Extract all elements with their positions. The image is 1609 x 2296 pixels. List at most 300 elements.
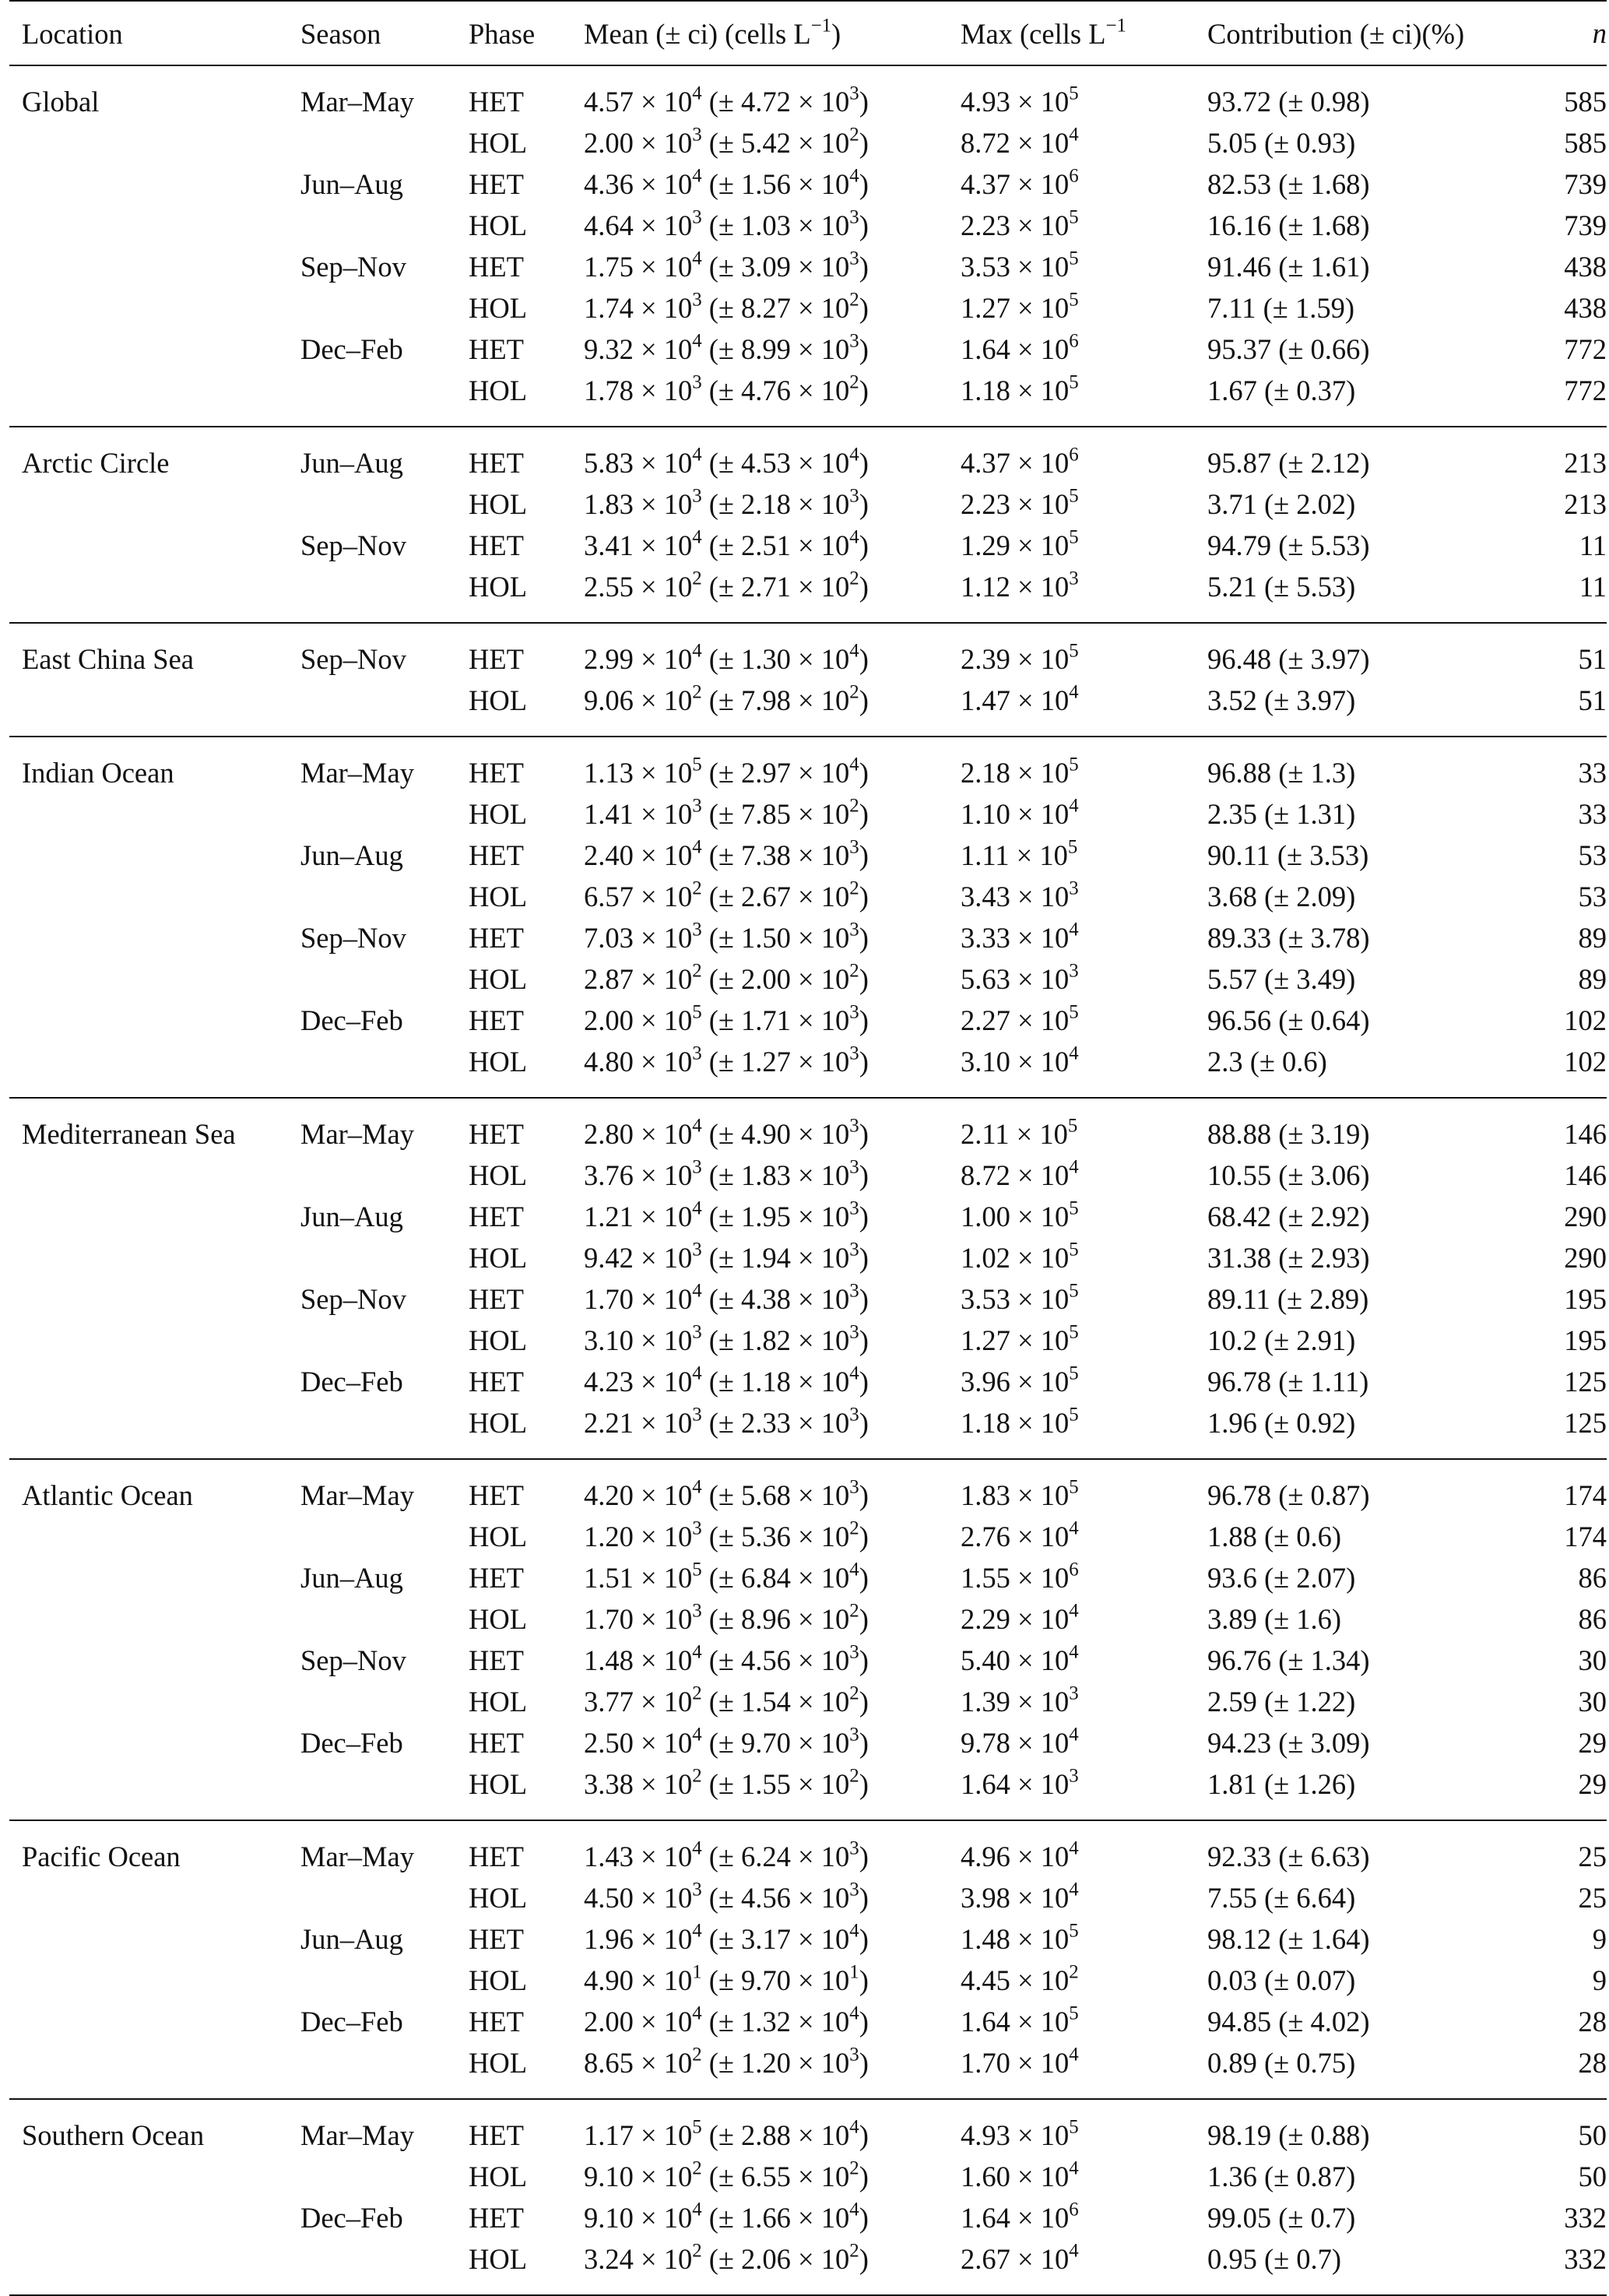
cell-max: $3.10 \times 10^4$ (948, 1042, 1195, 1098)
cell-mean: $6.57 \times 10^2$ (± $2.67 \times 10^2$) (584, 877, 869, 913)
cell-season: Mar–May (300, 757, 414, 789)
cell-phase: HOL (469, 1882, 528, 1915)
cell-n: 53 (1578, 839, 1607, 872)
cell-n: 9 (1592, 1964, 1607, 1997)
cell-location (9, 1197, 288, 1238)
cell-location (9, 1723, 288, 1764)
cell-phase: HET (469, 1201, 524, 1233)
cell-location (9, 1000, 288, 1042)
cell-mean: $4.20 \times 10^4$ (± $5.68 \times 10^3$) (584, 1476, 869, 1512)
cell-phase: HET (469, 1644, 524, 1677)
cell-max: $1.11 \times 10^5$ (961, 836, 1078, 872)
cell-location (9, 123, 288, 164)
cell-season: Mar–May (300, 1118, 414, 1151)
table-row (9, 2002, 1607, 2043)
cell-n: 772 (1545, 371, 1607, 427)
cell-phase: HOL (469, 1686, 528, 1718)
cell-mean: $2.55 \times 10^2$ (± $2.71 \times 10^2$) (571, 567, 948, 623)
cell-season (288, 484, 456, 526)
cell-phase: HOL (469, 798, 528, 831)
header-phase: Phase (456, 1, 571, 65)
cell-contribution: 96.48 (± 3.97) (1207, 643, 1370, 676)
cell-n: 51 (1578, 643, 1607, 676)
cell-phase: HET (469, 1727, 524, 1760)
cell-location: East China Sea (22, 643, 194, 676)
cell-season: Mar–May (300, 86, 414, 118)
cell-contribution: 10.55 (± 3.06) (1207, 1159, 1370, 1192)
header-mean: Mean (± ci) (cells $L^{-1}$) (571, 1, 948, 65)
table-row (9, 794, 1607, 835)
cell-phase: HET (469, 447, 524, 480)
cell-mean: $4.57 \times 10^4$ (± $4.72 \times 10^3$) (584, 83, 869, 118)
cell-season (288, 877, 456, 918)
cell-contribution: 5.05 (± 0.93) (1207, 127, 1356, 160)
cell-max: $1.64 \times 10^3$ (948, 1764, 1195, 1820)
cell-contribution: 2.59 (± 1.22) (1207, 1686, 1356, 1718)
cell-n: 33 (1578, 798, 1607, 831)
cell-max: $1.64 \times 10^5$ (961, 2002, 1079, 2038)
cell-contribution: 7.11 (± 1.59) (1207, 292, 1354, 325)
cell-phase: HET (469, 2006, 524, 2038)
cell-contribution: 88.88 (± 3.19) (1207, 1118, 1370, 1151)
cell-phase: HOL (469, 209, 528, 242)
table-row (9, 835, 1607, 877)
cell-mean: $1.75 \times 10^4$ (± $3.09 \times 10^3$) (584, 248, 869, 283)
cell-location: Southern Ocean (22, 2119, 205, 2152)
cell-location (9, 329, 288, 371)
cell-phase: HET (469, 1562, 524, 1595)
table-row (9, 959, 1607, 1000)
cell-season: Dec–Feb (300, 333, 403, 366)
cell-n: 438 (1564, 251, 1607, 283)
table-header (9, 1, 1607, 65)
cell-mean: $4.36 \times 10^4$ (± $1.56 \times 10^4$) (584, 165, 869, 201)
cell-location (9, 1362, 288, 1403)
cell-mean: $1.48 \times 10^4$ (± $4.56 \times 10^3$) (584, 1641, 869, 1677)
cell-contribution: 96.76 (± 1.34) (1207, 1644, 1370, 1677)
cell-max: $1.27 \times 10^5$ (961, 1321, 1079, 1357)
cell-location (9, 1403, 288, 1459)
cell-max: $1.48 \times 10^5$ (961, 1920, 1079, 1956)
cell-phase: HOL (469, 1159, 528, 1192)
cell-location: Atlantic Ocean (22, 1479, 193, 1512)
cell-max: $1.47 \times 10^4$ (948, 680, 1195, 737)
cell-contribution: 16.16 (± 1.68) (1207, 209, 1370, 242)
cell-mean: $2.99 \times 10^4$ (± $1.30 \times 10^4$) (584, 640, 869, 676)
cell-contribution: 3.68 (± 2.09) (1207, 881, 1356, 913)
cell-location (9, 2198, 288, 2239)
cell-n: 86 (1578, 1562, 1607, 1595)
table-row (9, 567, 1607, 623)
cell-season (288, 371, 456, 427)
cell-contribution: 3.89 (± 1.6) (1207, 1603, 1342, 1636)
cell-season (288, 1682, 456, 1723)
table-row (9, 680, 1607, 737)
cell-location: Mediterranean Sea (22, 1118, 236, 1151)
cell-season: Jun–Aug (300, 839, 403, 872)
cell-mean: $9.10 \times 10^2$ (± $6.55 \times 10^2$) (584, 2157, 869, 2193)
cell-contribution: 82.53 (± 1.68) (1207, 168, 1370, 201)
cell-mean: $1.43 \times 10^4$ (± $6.24 \times 10^3$) (584, 1837, 869, 1873)
table-row (9, 288, 1607, 329)
cell-contribution: 96.78 (± 1.11) (1207, 1366, 1369, 1398)
cell-contribution: 96.88 (± 1.3) (1207, 757, 1356, 789)
cell-n: 332 (1545, 2239, 1607, 2295)
cell-location (9, 1960, 288, 2002)
cell-season (288, 1878, 456, 1919)
table-row (9, 1362, 1607, 1403)
header-row (9, 1, 1607, 65)
table-row (9, 65, 1607, 123)
cell-phase: HOL (456, 2043, 571, 2099)
cell-mean: $2.40 \times 10^4$ (± $7.38 \times 10^3$) (584, 836, 869, 872)
cell-max: $2.23 \times 10^5$ (961, 485, 1079, 521)
cell-location (9, 247, 288, 288)
cell-contribution: 93.72 (± 0.98) (1207, 86, 1370, 118)
cell-phase: HOL (469, 1324, 528, 1357)
cell-n: 11 (1579, 529, 1607, 562)
cell-location (9, 206, 288, 247)
cell-phase: HOL (456, 1764, 571, 1820)
cell-n: 125 (1545, 1403, 1607, 1459)
header-max: Max (cells $L^{-1}$ (948, 1, 1195, 65)
cell-n: 585 (1564, 127, 1607, 160)
cell-max: $2.11 \times 10^5$ (961, 1115, 1078, 1151)
cell-season: Sep–Nov (300, 922, 406, 955)
table-row (9, 526, 1607, 567)
cell-mean: $2.21 \times 10^3$ (± $2.33 \times 10^3$) (571, 1403, 948, 1459)
cell-contribution: 5.21 (± 5.53) (1195, 567, 1545, 623)
cell-mean: $1.17 \times 10^5$ (± $2.88 \times 10^4$) (584, 2116, 869, 2152)
cell-contribution: 94.79 (± 5.53) (1207, 529, 1370, 562)
cell-season: Dec–Feb (300, 1366, 403, 1398)
cell-location (9, 1599, 288, 1640)
cell-location (9, 1517, 288, 1558)
cell-mean: $3.38 \times 10^2$ (± $1.55 \times 10^2$) (571, 1764, 948, 1820)
cell-n: 102 (1564, 1004, 1607, 1037)
header-season: Season (288, 1, 456, 65)
cell-phase: HOL (469, 292, 528, 325)
cell-max: $1.29 \times 10^5$ (961, 526, 1079, 562)
cell-n: 50 (1578, 2161, 1607, 2193)
cell-season: Sep–Nov (300, 1283, 406, 1316)
cell-location (9, 1042, 288, 1098)
cell-phase: HET (469, 86, 524, 118)
cell-mean: $2.00 \times 10^4$ (± $1.32 \times 10^4$) (584, 2002, 869, 2038)
cell-contribution: 96.78 (± 0.87) (1207, 1479, 1370, 1512)
cell-n: 585 (1564, 86, 1607, 118)
cell-location: Global (22, 86, 100, 118)
cell-location (9, 484, 288, 526)
table-row (9, 2239, 1607, 2295)
table-row (9, 1042, 1607, 1098)
cell-max: $1.39 \times 10^3$ (961, 1682, 1079, 1718)
cell-n: 772 (1564, 333, 1607, 366)
cell-season (288, 1320, 456, 1362)
cell-season: Dec–Feb (300, 1727, 403, 1760)
cell-max: $2.67 \times 10^4$ (948, 2239, 1195, 2295)
table-row (9, 2043, 1607, 2099)
cell-max: $8.72 \times 10^4$ (961, 124, 1079, 160)
cell-phase: HET (469, 529, 524, 562)
cell-location (9, 877, 288, 918)
cell-contribution: 95.87 (± 2.12) (1207, 447, 1370, 480)
cell-n: 213 (1564, 488, 1607, 521)
cell-phase: HET (469, 168, 524, 201)
cell-season (288, 959, 456, 1000)
cell-n: 25 (1578, 1882, 1607, 1915)
cell-mean: $1.13 \times 10^5$ (± $2.97 \times 10^4$) (584, 754, 869, 789)
cell-max: $3.33 \times 10^4$ (961, 919, 1079, 955)
cell-n: 102 (1545, 1042, 1607, 1098)
cell-n: 195 (1564, 1283, 1607, 1316)
cell-n: 11 (1545, 567, 1607, 623)
cell-phase: HOL (469, 2161, 528, 2193)
cell-season: Jun–Aug (300, 1562, 403, 1595)
cell-n: 739 (1564, 168, 1607, 201)
table-row (9, 737, 1607, 794)
cell-mean: $1.96 \times 10^4$ (± $3.17 \times 10^4$) (584, 1920, 869, 1956)
cell-contribution: 1.36 (± 0.87) (1207, 2161, 1356, 2193)
cell-mean: $4.50 \times 10^3$ (± $4.56 \times 10^3$) (584, 1879, 869, 1915)
cell-max: $1.60 \times 10^4$ (961, 2157, 1079, 2193)
cell-mean: $1.51 \times 10^5$ (± $6.84 \times 10^4$) (584, 1559, 869, 1595)
cell-mean: $2.00 \times 10^5$ (± $1.71 \times 10^3$) (584, 1001, 869, 1037)
cell-phase: HET (469, 1479, 524, 1512)
table-row (9, 1723, 1607, 1764)
cell-contribution: 7.55 (± 6.64) (1207, 1882, 1356, 1915)
table-row (9, 623, 1607, 680)
cell-max: $2.29 \times 10^4$ (961, 1600, 1079, 1636)
cell-mean: $2.50 \times 10^4$ (± $9.70 \times 10^3$) (584, 1724, 869, 1760)
table-row (9, 484, 1607, 526)
cell-mean: $2.80 \times 10^4$ (± $4.90 \times 10^3$) (584, 1115, 869, 1151)
cell-mean: $5.83 \times 10^4$ (± $4.53 \times 10^4$) (584, 444, 869, 480)
cell-contribution: 89.33 (± 3.78) (1207, 922, 1370, 955)
cell-contribution: 98.12 (± 1.64) (1207, 1923, 1370, 1956)
cell-season (288, 2157, 456, 2198)
cell-contribution: 91.46 (± 1.61) (1207, 251, 1370, 283)
cell-contribution: 94.23 (± 3.09) (1207, 1727, 1370, 1760)
cell-max: $5.63 \times 10^3$ (961, 960, 1079, 996)
header-n: n (1545, 1, 1607, 65)
cell-mean: $4.80 \times 10^3$ (± $1.27 \times 10^3$) (571, 1042, 948, 1098)
cell-contribution: 94.85 (± 4.02) (1207, 2006, 1370, 2038)
cell-max: $2.23 \times 10^5$ (961, 206, 1079, 242)
cell-location (9, 1320, 288, 1362)
cell-n: 146 (1564, 1118, 1607, 1151)
table-row (9, 427, 1607, 484)
cell-location (9, 2239, 288, 2295)
cell-n: 28 (1545, 2043, 1607, 2099)
cell-season: Jun–Aug (300, 447, 403, 480)
cell-season: Dec–Feb (300, 2202, 403, 2234)
cell-location (9, 918, 288, 959)
cell-contribution: 1.81 (± 1.26) (1195, 1764, 1545, 1820)
cell-phase: HET (469, 333, 524, 366)
cell-max: $2.27 \times 10^5$ (961, 1001, 1079, 1037)
table-row (9, 1682, 1607, 1723)
cell-n: 25 (1578, 1841, 1607, 1873)
cell-n: 438 (1564, 292, 1607, 325)
table-row (9, 1320, 1607, 1362)
cell-phase: HET (469, 1004, 524, 1037)
cell-contribution: 5.57 (± 3.49) (1207, 963, 1356, 996)
cell-contribution: 93.6 (± 2.07) (1207, 1562, 1356, 1595)
cell-season (288, 567, 456, 623)
cell-phase: HOL (456, 2239, 571, 2295)
cell-season (288, 1599, 456, 1640)
cell-phase: HET (469, 2202, 524, 2234)
cell-phase: HOL (469, 1603, 528, 1636)
cell-mean: $1.78 \times 10^3$ (± $4.76 \times 10^2$) (571, 371, 948, 427)
cell-mean: $3.10 \times 10^3$ (± $1.82 \times 10^3$) (584, 1321, 869, 1357)
cell-phase: HOL (456, 1042, 571, 1098)
table-row (9, 918, 1607, 959)
cell-max: $4.93 \times 10^5$ (961, 83, 1079, 118)
cell-contribution: 92.33 (± 6.63) (1207, 1841, 1370, 1873)
cell-phase: HET (469, 839, 524, 872)
cell-max: $1.27 \times 10^5$ (961, 289, 1079, 325)
cell-location (9, 1640, 288, 1682)
cell-max: $2.76 \times 10^4$ (961, 1517, 1079, 1553)
cell-location (9, 2002, 288, 2043)
table-row (9, 2198, 1607, 2239)
table-row (9, 164, 1607, 206)
table-row (9, 371, 1607, 427)
cell-max: $3.43 \times 10^3$ (961, 877, 1079, 913)
cell-n: 332 (1564, 2202, 1607, 2234)
cell-season: Sep–Nov (300, 529, 406, 562)
cell-season: Jun–Aug (300, 1923, 403, 1956)
cell-mean: $1.74 \times 10^3$ (± $8.27 \times 10^2$) (584, 289, 869, 325)
table-row (9, 247, 1607, 288)
cell-max: $1.64 \times 10^6$ (961, 2199, 1079, 2234)
cell-season (288, 1155, 456, 1197)
cell-season (288, 288, 456, 329)
cell-location (9, 1682, 288, 1723)
table-row (9, 1098, 1607, 1155)
cell-mean: $1.41 \times 10^3$ (± $7.85 \times 10^2$) (584, 795, 869, 831)
cell-season: Dec–Feb (300, 2006, 403, 2038)
cell-contribution: 68.42 (± 2.92) (1207, 1201, 1370, 1233)
cell-phase: HET (469, 643, 524, 676)
table-row (9, 1820, 1607, 1878)
cell-location (9, 1764, 288, 1820)
cell-phase: HET (469, 1118, 524, 1151)
cell-contribution: 1.88 (± 0.6) (1207, 1521, 1342, 1553)
cell-contribution: 10.2 (± 2.91) (1207, 1324, 1356, 1357)
cell-mean: $1.21 \times 10^4$ (± $1.95 \times 10^3$) (584, 1197, 869, 1233)
cell-season: Sep–Nov (300, 643, 406, 676)
cell-max: $4.37 \times 10^6$ (961, 444, 1079, 480)
cell-phase: HET (469, 1366, 524, 1398)
cell-season: Jun–Aug (300, 168, 403, 201)
cell-location (9, 288, 288, 329)
cell-location (9, 1558, 288, 1599)
cell-phase: HOL (456, 567, 571, 623)
cell-max: $1.10 \times 10^4$ (961, 795, 1079, 831)
table-row (9, 1764, 1607, 1820)
cell-n: 213 (1564, 447, 1607, 480)
cell-contribution: 2.3 (± 0.6) (1195, 1042, 1545, 1098)
table-row (9, 1155, 1607, 1197)
table-row (9, 2157, 1607, 2198)
cell-location: Arctic Circle (22, 447, 170, 480)
cell-mean: $1.70 \times 10^3$ (± $8.96 \times 10^2$) (584, 1600, 869, 1636)
cell-contribution: 99.05 (± 0.7) (1207, 2202, 1356, 2234)
cell-mean: $3.41 \times 10^4$ (± $2.51 \times 10^4$) (584, 526, 869, 562)
cell-contribution: 1.96 (± 0.92) (1195, 1403, 1545, 1459)
cell-max: $1.70 \times 10^4$ (948, 2043, 1195, 2099)
table-row (9, 1960, 1607, 2002)
cell-contribution: 95.37 (± 0.66) (1207, 333, 1370, 366)
cell-mean: $9.10 \times 10^4$ (± $1.66 \times 10^4$) (584, 2199, 869, 2234)
cell-phase: HET (469, 922, 524, 955)
cell-contribution: 96.56 (± 0.64) (1207, 1004, 1370, 1037)
cell-max: $4.45 \times 10^2$ (961, 1961, 1079, 1997)
cell-n: 174 (1564, 1521, 1607, 1553)
cell-season: Dec–Feb (300, 1004, 403, 1037)
cell-max: $2.39 \times 10^5$ (961, 640, 1079, 676)
cell-max: $1.18 \times 10^5$ (948, 1403, 1195, 1459)
cell-season: Mar–May (300, 2119, 414, 2152)
table-row (9, 877, 1607, 918)
cell-season: Mar–May (300, 1841, 414, 1873)
cell-phase: HOL (469, 488, 528, 521)
cell-contribution: 31.38 (± 2.93) (1207, 1242, 1370, 1275)
cell-n: 174 (1564, 1479, 1607, 1512)
cell-contribution: 2.35 (± 1.31) (1207, 798, 1356, 831)
cell-phase: HOL (456, 680, 571, 737)
cell-mean: $1.83 \times 10^3$ (± $2.18 \times 10^3$) (584, 485, 869, 521)
cell-location: Indian Ocean (22, 757, 174, 789)
cell-phase: HOL (456, 1403, 571, 1459)
cell-phase: HOL (469, 1521, 528, 1553)
cell-season: Mar–May (300, 1479, 414, 1512)
cell-contribution: 3.52 (± 3.97) (1195, 680, 1545, 737)
cell-max: $1.64 \times 10^6$ (961, 330, 1079, 366)
cell-mean: $1.70 \times 10^4$ (± $4.38 \times 10^3$) (584, 1280, 869, 1316)
cell-n: 9 (1592, 1923, 1607, 1956)
cell-location (9, 680, 288, 737)
cell-n: 89 (1578, 922, 1607, 955)
cell-max: $1.55 \times 10^6$ (961, 1559, 1079, 1595)
cell-mean: $1.20 \times 10^3$ (± $5.36 \times 10^2$) (584, 1517, 869, 1553)
table-row (9, 2099, 1607, 2157)
cell-n: 51 (1545, 680, 1607, 737)
table-row (9, 1279, 1607, 1320)
cell-max: $3.53 \times 10^5$ (961, 248, 1079, 283)
cell-mean: $2.00 \times 10^3$ (± $5.42 \times 10^2$) (584, 124, 869, 160)
cell-phase: HET (469, 1841, 524, 1873)
cell-contribution: 0.03 (± 0.07) (1207, 1964, 1356, 1997)
cell-location: Pacific Ocean (22, 1841, 181, 1873)
cell-phase: HOL (469, 1242, 528, 1275)
cell-location (9, 794, 288, 835)
cell-phase: HET (469, 2119, 524, 2152)
cell-max: $4.93 \times 10^5$ (961, 2116, 1079, 2152)
cell-max: $1.83 \times 10^5$ (961, 1476, 1079, 1512)
cell-n: 30 (1578, 1686, 1607, 1718)
cell-phase: HOL (469, 963, 528, 996)
cell-n: 28 (1578, 2006, 1607, 2038)
cell-phase: HOL (469, 1964, 528, 1997)
cell-phase: HOL (469, 127, 528, 160)
table-row (9, 1640, 1607, 1682)
cell-location (9, 2157, 288, 2198)
header-contribution: Contribution (± ci)(%) (1195, 1, 1545, 65)
